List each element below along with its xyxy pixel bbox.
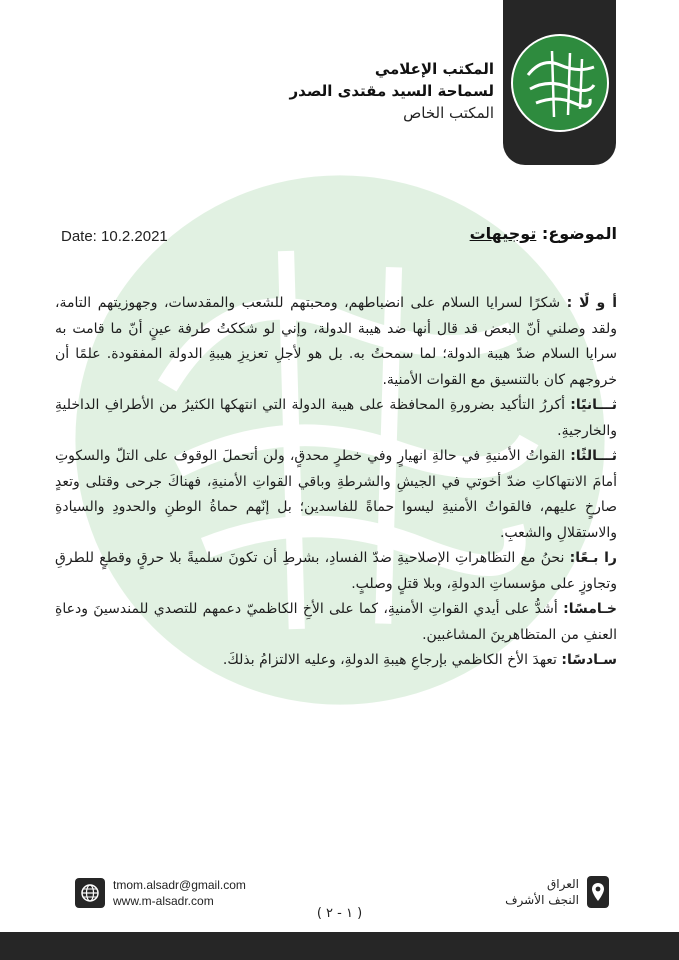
location-pin-icon	[587, 876, 609, 908]
contact-text	[113, 877, 246, 909]
paragraph-label: سـادسًا:	[561, 652, 617, 668]
location-country: العراق	[546, 877, 579, 891]
paragraph-label: خـامسًا:	[563, 601, 617, 617]
paragraph-text: أشدُّ على أيدي القواتِ الأمنيةِ، كما على الأخِ الكاظميّ دعمهم للتصدي للمندسينَ ودعاةِ العنفِ من المتظاهرينَ المشاغبين.	[55, 601, 617, 643]
paragraph-1	[55, 291, 617, 393]
document-date: Date: 10.2.2021	[61, 228, 168, 245]
document-body	[55, 291, 617, 674]
footer-contact	[75, 877, 246, 909]
paragraph-text: تعهدَ الأخ الكاظمي بإرجاعِ هيبةِ الدولةِ، وعليه الالتزامُ بذلكَ.	[222, 652, 562, 668]
paragraph-text: شكرًا لسرايا السلام على انضباطهم، ومحبتهم للشعب والمقدسات، وجهوزيتهم التامة، ولقد وصلني أنّ البعض قد قال أنها ضد هيبة الدولة، وإني لو شككتُ طرفة عينٍ أنّ ما قامت به سرايا السلام ضدّ هيبة الدولة؛ لما سمحتُ به. بل هو لأجلِ تعزيزِ هيبةِ الدولة المفقودة. علمًا أن خروجهم كان بالتنسيق مع القوات الأمنية.	[55, 295, 617, 388]
subject-line	[470, 224, 617, 243]
paragraph-label: أ و لًا :	[566, 295, 617, 311]
paragraph-text: أكررُ التأكيد بضرورةِ المحافظة على هيبة الدولة التي انتهكها الكثيرُ من الأطرافِ الداخليةِ والخارجيةِ.	[55, 397, 617, 439]
paragraph-5	[55, 597, 617, 648]
office-department: المكتب الخاص	[403, 104, 494, 122]
paragraph-label: را بـعًا:	[569, 550, 617, 566]
contact-website[interactable]: www.m-alsadr.com	[113, 894, 214, 908]
footer-band	[0, 932, 679, 960]
paragraph-text: القواتُ الأمنيةِ في حالةِ انهيارٍ وفي خطرٍ محدقٍ، ولن أتحملَ الوقوف على التلّ والسكوتِ أمامَ الانتهاكاتِ ضدّ أخوتي في الجيشِ والشرطةِ وباقي القواتِ الأمنيةِ، فهناكَ جرحى وقتلى وتعدٍ صارخٍ عليهم، فالقواتُ الأمنيةِ ليسوا حماةً للفاسدين؛ بل إنّهم حماةُ الوطنِ والحدودِ والسيادةِ والاستقلالِ والشعبِ.	[55, 448, 617, 541]
paragraph-3	[55, 444, 617, 546]
paragraph-label: ثـــالثًا:	[570, 448, 617, 464]
subject-value: توجيهات	[469, 224, 537, 243]
contact-email[interactable]: tmom.alsadr@gmail.com	[113, 878, 246, 892]
paragraph-label: ثـــانيًا:	[570, 397, 617, 413]
location-city: النجف الأشرف	[505, 893, 579, 907]
calligraphy-seal-icon	[510, 33, 610, 133]
page-number: ( ١ - ٢ )	[316, 906, 363, 921]
globe-icon	[75, 878, 105, 908]
subject-label: الموضوع:	[541, 224, 617, 243]
paragraph-text: نحنُ مع التظاهراتِ الإصلاحيةِ ضدّ الفسادِ، بشرطِ أن تكونَ سلميةً بلا حرقٍ وقطعٍ للطرقِ وتجاوزٍ على مؤسساتِ الدولةِ، وبلا قتلٍ وصلبٍ.	[55, 550, 617, 592]
paragraph-6	[55, 648, 617, 674]
office-subtitle: لسماحة السيد مقتدى الصدر	[289, 82, 494, 100]
office-header	[290, 58, 494, 124]
paragraph-4	[55, 546, 617, 597]
footer-location	[505, 876, 609, 908]
office-title: المكتب الإعلامي	[374, 60, 494, 78]
paragraph-2	[55, 393, 617, 444]
location-text	[505, 876, 579, 908]
